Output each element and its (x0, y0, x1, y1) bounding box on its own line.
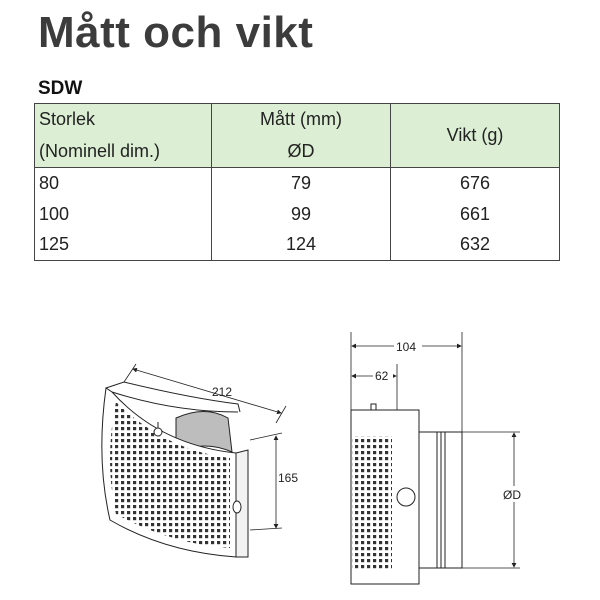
top-tab (371, 404, 376, 410)
flange (419, 432, 437, 568)
dim-label-height: 165 (278, 471, 299, 485)
knob-icon (154, 428, 162, 436)
ext-line (124, 364, 136, 382)
side-hole (233, 501, 241, 513)
col-header-dim-sub: ØD (212, 136, 391, 168)
ext-line (276, 406, 286, 423)
cell-weight: 676 (391, 168, 560, 199)
dim-label-depth-total: 104 (396, 340, 417, 354)
side-view-hole (397, 488, 415, 506)
dim-line-width (133, 369, 281, 413)
dim-label-depth-front: 62 (375, 369, 389, 383)
cell-od: 99 (212, 199, 391, 230)
col-header-size-sub: (Nominell dim.) (35, 136, 212, 168)
dim-label-diameter: ØD (503, 488, 521, 502)
cell-od: 124 (212, 230, 391, 261)
cell-weight: 632 (391, 230, 560, 261)
cell-size: 80 (35, 168, 212, 199)
cell-size: 125 (35, 230, 212, 261)
dim-label-width: 212 (212, 385, 233, 399)
cell-od: 79 (212, 168, 391, 199)
perspective-view (102, 364, 286, 557)
cell-size: 100 (35, 199, 212, 230)
ext-line (250, 528, 282, 530)
side-grille (352, 436, 392, 570)
model-name: SDW (38, 78, 83, 99)
ext-line (250, 433, 282, 440)
cell-weight: 661 (391, 199, 560, 230)
page-title: Mått och vikt (38, 8, 314, 57)
col-header-dim: Mått (mm) (212, 104, 391, 136)
col-header-weight: Vikt (g) (391, 104, 560, 168)
col-header-size: Storlek (35, 104, 212, 136)
